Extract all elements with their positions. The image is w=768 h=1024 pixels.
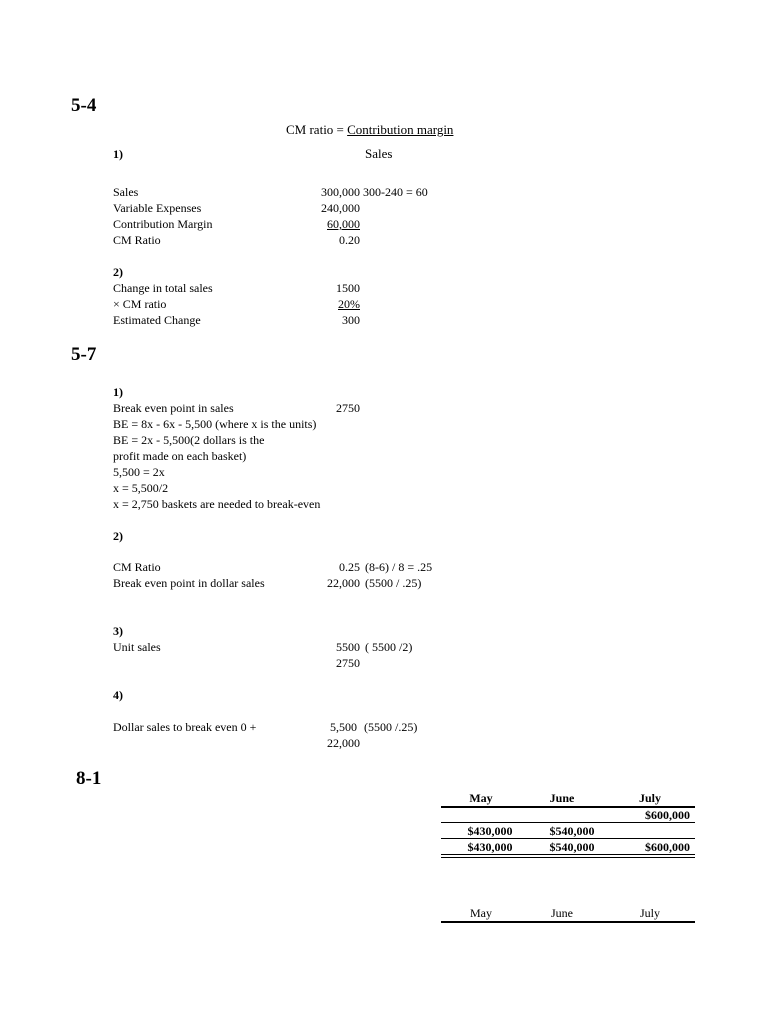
table1-row2-june: $540,000 [549,824,595,838]
row-label-cm-ratio-5-7: CM Ratio [113,560,161,574]
break-even-label: Break even point in sales [113,401,234,415]
row-value-contribution-margin [290,218,360,230]
table1-total-june: $540,000 [549,840,595,854]
contribution-margin-value: 60,000 [327,217,360,231]
table2-header-june: June [551,906,573,920]
table1-row-rule [441,822,695,823]
cm-ratio-percent: 20% [338,297,360,311]
calc-line: x = 5,500/2 [113,481,169,495]
section-heading-5-7: 5-7 [71,344,97,365]
row-value-times-cm-ratio [290,298,360,310]
row-label-times-cm-ratio: × CM ratio [113,297,167,311]
table1-total-july: $600,000 [645,840,690,854]
row-value-sales: 300,000 [321,185,360,199]
row-label-be-dollar-sales: Break even point in dollar sales [113,576,265,590]
table2-header-may: May [470,906,492,920]
table1-header-july: July [638,791,661,805]
calc-line: profit made on each basket) [113,449,247,463]
table1-header-may: May [469,791,493,805]
row-note-dollar-sales-break-even: (5500 /.25) [364,720,418,734]
part-label-5-4-1: 1) [113,147,123,161]
row-value-dollar-sales-break-even: 5,500 [330,720,357,734]
break-even-value: 2750 [336,401,360,415]
row-value-estimated-change: 300 [342,313,360,327]
formula-left: CM ratio = [286,122,348,137]
part-label-5-7-2: 2) [113,529,123,543]
cm-ratio-formula [286,123,453,136]
calc-line: 5,500 = 2x [113,465,165,479]
row-label-unit-sales: Unit sales [113,640,161,654]
part-label-5-7-4: 4) [113,688,123,702]
section-heading-5-4: 5-4 [71,95,97,116]
row-value-unit-sales: 5500 [336,640,360,654]
table1-total-may: $430,000 [467,840,513,854]
table1-row2-may: $430,000 [467,824,513,838]
calc-line: BE = 8x - 6x - 5,500 (where x is the units) [113,417,317,431]
calc-line: x = 2,750 baskets are needed to break-even [113,497,321,511]
part-label-5-7-1: 1) [113,385,123,399]
formula-numerator: Contribution margin [347,122,454,137]
row-result-unit-sales: 2750 [336,656,360,670]
table1-row1-july: $600,000 [645,808,690,822]
row-note-sales: 300-240 = 60 [363,185,428,199]
row-label-dollar-sales-break-even: Dollar sales to break even 0 + [113,720,257,734]
table2-header-rule [441,921,695,923]
row-label-estimated-change: Estimated Change [113,313,201,327]
row-note-unit-sales: ( 5500 /2) [365,640,413,654]
row-value-cm-ratio-5-7: 0.25 [339,560,360,574]
formula-denominator: Sales [365,146,393,161]
part-label-5-4-2: 2) [113,265,123,279]
row-value-cm-ratio: 0.20 [339,233,360,247]
row-value-be-dollar-sales: 22,000 [327,576,360,590]
part-label-5-7-3: 3) [113,624,123,638]
row-value-change-in-total-sales: 1500 [336,281,360,295]
table1-header-june: June [549,791,575,805]
table1-total-rule-1 [441,854,695,855]
row-value-variable-expenses: 240,000 [321,201,360,215]
table1-subtotal-rule [441,838,695,839]
row-label-variable-expenses: Variable Expenses [113,201,202,215]
row-label-change-in-total-sales: Change in total sales [113,281,213,295]
row-label-cm-ratio: CM Ratio [113,233,161,247]
row-result-dollar-sales-break-even: 22,000 [327,736,360,750]
table2-header-july: July [639,906,660,920]
row-label-sales: Sales [113,185,139,199]
table1-total-rule-2 [441,857,695,858]
section-heading-8-1: 8-1 [76,768,102,789]
row-note-be-dollar-sales: (5500 / .25) [365,576,422,590]
row-label-contribution-margin: Contribution Margin [113,217,213,231]
row-note-cm-ratio-5-7: (8-6) / 8 = .25 [365,560,433,574]
calc-line: BE = 2x - 5,500(2 dollars is the [113,433,265,447]
